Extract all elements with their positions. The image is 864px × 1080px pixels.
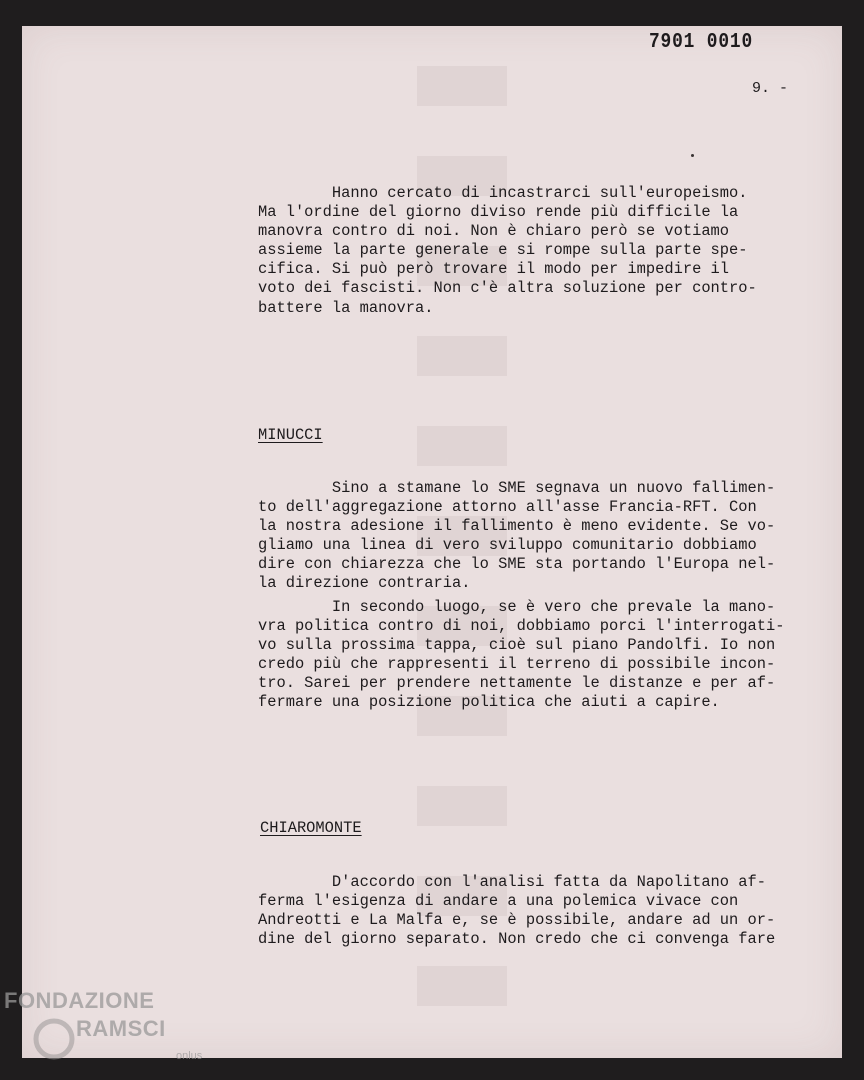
page-number: 9. - — [752, 80, 789, 97]
paragraph-europeismo: Hanno cercato di incastrarci sull'europeismo. Ma l'ordine del giorno diviso rende più difficile la manovra contro di noi. Non è chiaro però se votiamo assieme la parte generale e si rompe sulla parte spe- cifica. Si può però trovare il modo per impedire il voto dei fascisti. Non c'è altra soluzione per contro- battere la manovra. — [258, 184, 757, 317]
fondazione-gramsci-logo — [4, 987, 219, 1077]
paragraph-pandolfi: In secondo luogo, se è vero che prevale la mano- vra politica contro di noi, dobbiamo porci l'interrogati- vo sulla prossima tappa, cioè sul piano Pandolfi. Io non credo più che rappresenti il terreno di possibile incon- tro. Sarei per prendere nettamente le distanze e per af- fermare una posizione politica che aiuti a capire. — [258, 598, 785, 712]
logo-suffix: onlus — [176, 1050, 203, 1062]
logo-line-2: RAMSCI — [76, 1016, 166, 1041]
paper-speck — [691, 154, 694, 157]
archive-number: 7901 0010 — [649, 31, 754, 54]
speaker-heading-minucci: MINUCCI — [258, 426, 323, 444]
logo-initial: G — [40, 1016, 58, 1041]
speaker-heading-chiaromonte: CHIAROMONTE — [260, 819, 362, 837]
document-page — [22, 26, 842, 1058]
logo-line-1: FONDAZIONE — [4, 988, 155, 1013]
paragraph-sme: Sino a stamane lo SME segnava un nuovo fallimen- to dell'aggregazione attorno all'asse Francia-RFT. Con la nostra adesione il fallimento è meno evidente. Se vo- gliamo una linea di vero sviluppo comunitario dobbiamo dire con chiarezza che lo SME sta portando l'Europa nel- la direzione contraria. — [258, 479, 776, 593]
paragraph-napolitano: D'accordo con l'analisi fatta da Napolitano af- ferma l'esigenza di andare a una polemica vivace con Andreotti e La Malfa e, se è possibile, andare ad un or- dine del giorno separato. Non credo che ci convenga fare — [258, 873, 776, 949]
